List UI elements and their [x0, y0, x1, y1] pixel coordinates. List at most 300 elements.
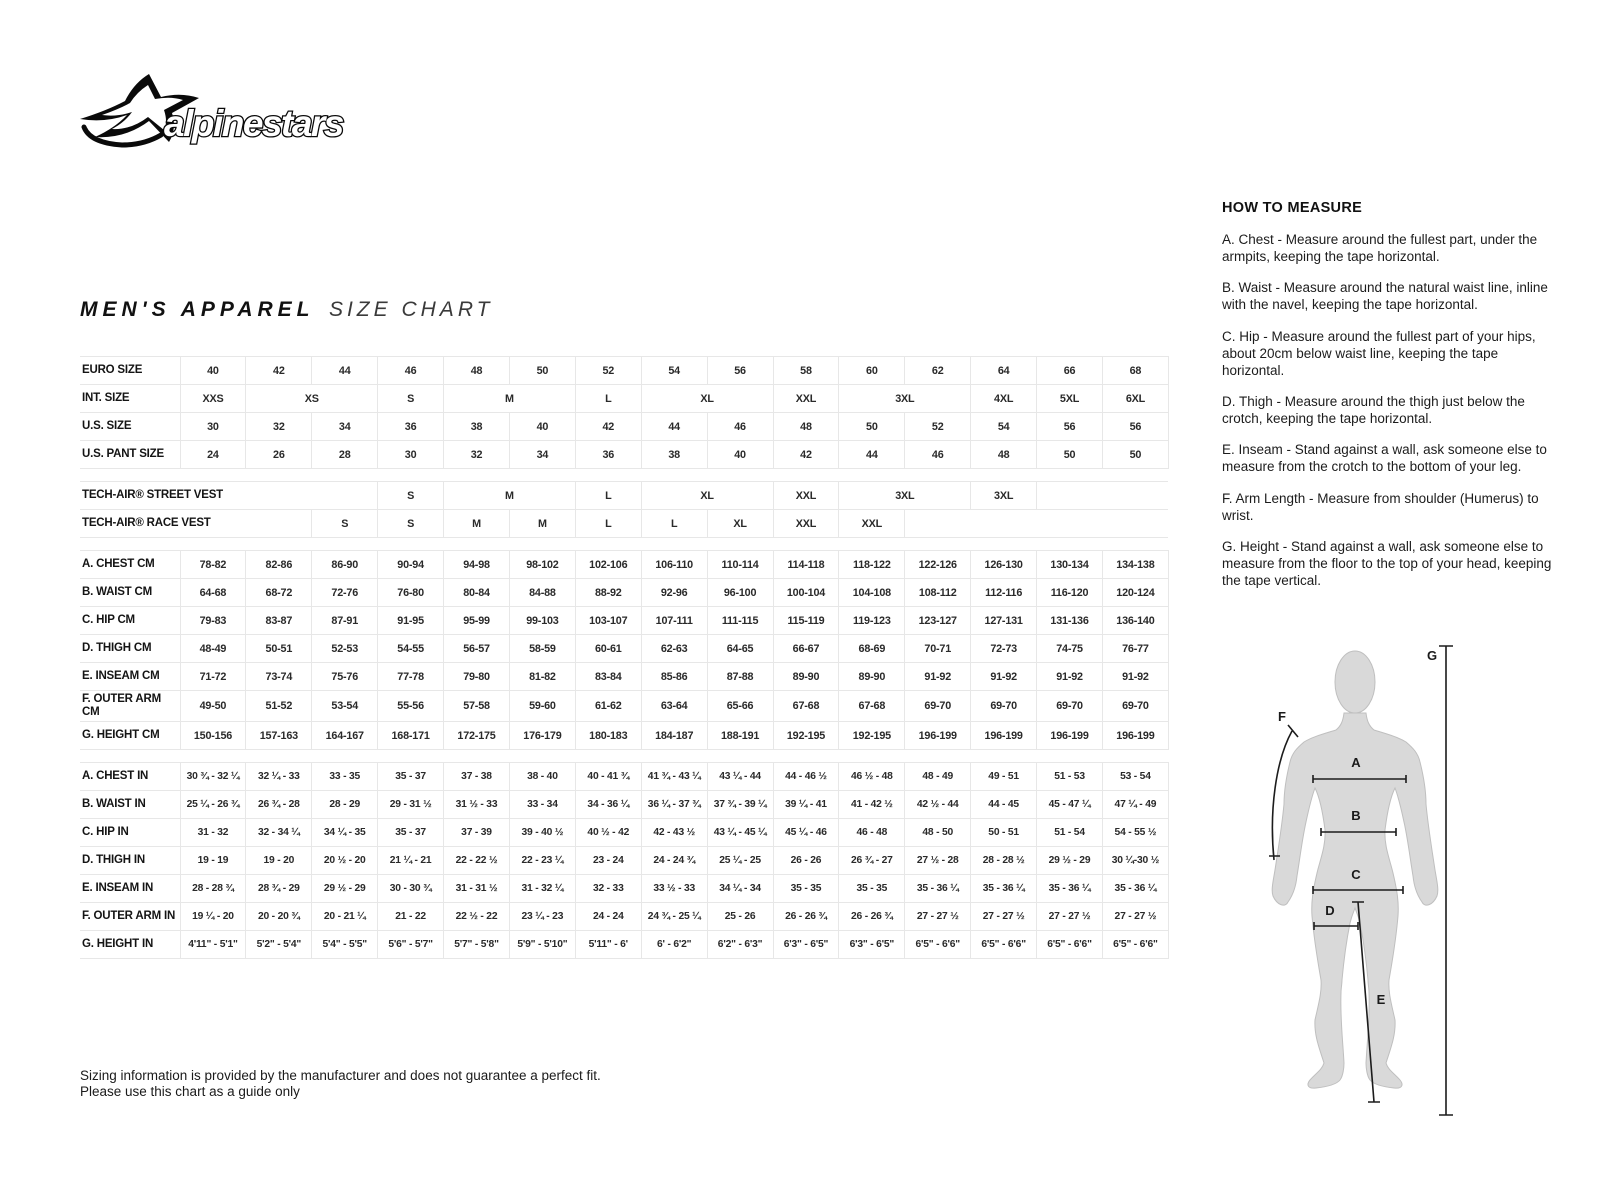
size-cell: 28 - 29 [312, 791, 378, 819]
size-cell: 67-68 [773, 691, 839, 722]
table-row [80, 579, 1168, 607]
table-row [80, 510, 1168, 538]
size-cell: 31 - 32 ¼ [509, 875, 575, 903]
size-cell: 35 - 35 [839, 875, 905, 903]
size-cell: 64-68 [180, 579, 246, 607]
table-row [80, 931, 1168, 959]
figure-label-waist: B [1351, 808, 1361, 823]
size-cell: 87-88 [707, 663, 773, 691]
size-cell: 127-131 [971, 607, 1037, 635]
size-cell: 114-118 [773, 551, 839, 579]
size-cell: 46 [378, 357, 444, 385]
size-cell: 26 ¾ - 27 [839, 847, 905, 875]
size-cell: 43 ¼ - 44 [707, 763, 773, 791]
size-cell: 39 - 40 ½ [509, 819, 575, 847]
size-cell: 33 - 34 [509, 791, 575, 819]
size-cell: 91-92 [1037, 663, 1103, 691]
size-cell: 85-86 [641, 663, 707, 691]
measure-instruction-inseam: E. Inseam - Stand against a wall, ask someone else to measure from the crotch to the bottom of your leg. [1222, 442, 1547, 475]
size-cell: 58-59 [509, 635, 575, 663]
size-cell: 84-88 [509, 579, 575, 607]
size-cell: 36 [378, 413, 444, 441]
size-cell [905, 510, 1169, 538]
size-cell: 3XL [839, 385, 971, 413]
size-cell: 80-84 [444, 579, 510, 607]
size-cell: 35 - 35 [773, 875, 839, 903]
size-cell: 91-95 [378, 607, 444, 635]
size-cell: 38 [444, 413, 510, 441]
size-cell: 184-187 [641, 722, 707, 750]
size-cell: 3XL [839, 482, 971, 510]
size-cell: S [378, 385, 444, 413]
size-cell: 115-119 [773, 607, 839, 635]
size-cell: 48 [773, 413, 839, 441]
size-cell: 31 - 32 [180, 819, 246, 847]
size-cell: 20 - 20 ¾ [246, 903, 312, 931]
page-title-main: MEN'S APPAREL [80, 298, 315, 321]
size-cell: 88-92 [575, 579, 641, 607]
size-cell: 35 - 36 ¼ [1037, 875, 1103, 903]
size-cell: 119-123 [839, 607, 905, 635]
size-cell: 25 - 26 [707, 903, 773, 931]
size-cell: 30 [378, 441, 444, 469]
size-cell: 21 ¼ - 21 [378, 847, 444, 875]
size-cell: 42 [773, 441, 839, 469]
table-group-spacer [80, 469, 1168, 482]
size-cell: 45 ¼ - 46 [773, 819, 839, 847]
disclaimer-line-2: Please use this chart as a guide only [80, 1084, 300, 1100]
size-cell: 136-140 [1102, 607, 1168, 635]
size-cell: 48 - 49 [905, 763, 971, 791]
size-cell: 192-195 [839, 722, 905, 750]
size-cell: 54 - 55 ½ [1102, 819, 1168, 847]
size-cell: 98-102 [509, 551, 575, 579]
size-cell: 82-86 [246, 551, 312, 579]
size-cell: 27 - 27 ½ [1037, 903, 1103, 931]
size-cell: 41 ¾ - 43 ¼ [641, 763, 707, 791]
size-cell: 5'11" - 6' [575, 931, 641, 959]
size-cell: 111-115 [707, 607, 773, 635]
size-table-body [80, 357, 1168, 959]
table-row [80, 663, 1168, 691]
size-cell: 6'5" - 6'6" [1102, 931, 1168, 959]
logo-wordmark: alpinestars [164, 103, 343, 144]
size-cell: 65-66 [707, 691, 773, 722]
table-row [80, 635, 1168, 663]
table-group-spacer [80, 538, 1168, 551]
size-cell: 51-52 [246, 691, 312, 722]
size-cell: 72-76 [312, 579, 378, 607]
size-cell: 40 [509, 413, 575, 441]
size-cell: 20 ½ - 20 [312, 847, 378, 875]
size-cell: L [575, 510, 641, 538]
size-cell: 112-116 [971, 579, 1037, 607]
size-cell: 40 ½ - 42 [575, 819, 641, 847]
size-cell: 38 [641, 441, 707, 469]
size-cell: XL [641, 385, 773, 413]
size-cell: 6' - 6'2" [641, 931, 707, 959]
size-cell: 92-96 [641, 579, 707, 607]
size-cell: 37 - 38 [444, 763, 510, 791]
size-cell: 39 ¼ - 41 [773, 791, 839, 819]
size-cell: 26 [246, 441, 312, 469]
size-cell: 52 [905, 413, 971, 441]
size-cell: 37 - 39 [444, 819, 510, 847]
size-cell: 64 [971, 357, 1037, 385]
figure-label-chest: A [1351, 755, 1361, 770]
size-cell: 56 [1102, 413, 1168, 441]
size-cell: 110-114 [707, 551, 773, 579]
size-cell: 32 ¼ - 33 [246, 763, 312, 791]
size-cell: 35 - 37 [378, 763, 444, 791]
row-label: A. CHEST CM [80, 551, 180, 579]
size-cell: 33 - 35 [312, 763, 378, 791]
size-cell: 25 ¼ - 26 ¾ [180, 791, 246, 819]
size-cell: 45 - 47 ¼ [1037, 791, 1103, 819]
size-cell: 42 [575, 413, 641, 441]
size-cell: L [641, 510, 707, 538]
size-cell: 81-82 [509, 663, 575, 691]
measure-instruction-chest: A. Chest - Measure around the fullest part, under the armpits, keeping the tape horizontal. [1222, 232, 1538, 265]
size-cell: 51 - 53 [1037, 763, 1103, 791]
size-cell: 87-91 [312, 607, 378, 635]
size-cell [1037, 482, 1169, 510]
size-cell: M [444, 482, 576, 510]
size-cell: 67-68 [839, 691, 905, 722]
size-cell: 131-136 [1037, 607, 1103, 635]
size-cell: 73-74 [246, 663, 312, 691]
row-label: E. INSEAM IN [80, 875, 180, 903]
size-cell: 118-122 [839, 551, 905, 579]
size-cell: 50 [1102, 441, 1168, 469]
table-row [80, 357, 1168, 385]
size-cell: 25 ¼ - 25 [707, 847, 773, 875]
size-cell: 35 - 36 ¼ [971, 875, 1037, 903]
size-cell: 68-69 [839, 635, 905, 663]
size-cell: 19 - 19 [180, 847, 246, 875]
size-cell: 164-167 [312, 722, 378, 750]
size-cell: 40 [707, 441, 773, 469]
size-cell: 44 [641, 413, 707, 441]
row-label: G. HEIGHT CM [80, 722, 180, 750]
size-cell: XXS [180, 385, 246, 413]
size-cell: 54 [971, 413, 1037, 441]
size-cell: 91-92 [1102, 663, 1168, 691]
measurement-figure [1228, 618, 1568, 1128]
size-cell: 102-106 [575, 551, 641, 579]
size-cell: 24 [180, 441, 246, 469]
size-cell: 27 ½ - 28 [905, 847, 971, 875]
size-cell: 26 - 26 ¾ [773, 903, 839, 931]
size-cell: 35 - 36 ¼ [1102, 875, 1168, 903]
size-cell: 196-199 [971, 722, 1037, 750]
size-cell: 44 - 45 [971, 791, 1037, 819]
size-cell: 36 ¼ - 37 ¾ [641, 791, 707, 819]
size-cell: 5XL [1037, 385, 1103, 413]
size-cell: 44 [839, 441, 905, 469]
size-cell: 28 - 28 ½ [971, 847, 1037, 875]
row-label: INT. SIZE [80, 385, 180, 413]
size-cell: 28 ¾ - 29 [246, 875, 312, 903]
size-cell: 58 [773, 357, 839, 385]
size-cell: 61-62 [575, 691, 641, 722]
mens-size-table [80, 356, 1169, 959]
size-cell: 196-199 [1102, 722, 1168, 750]
size-cell: 3XL [971, 482, 1037, 510]
size-cell: 120-124 [1102, 579, 1168, 607]
size-cell: 157-163 [246, 722, 312, 750]
measure-instruction-thigh: D. Thigh - Measure around the thigh just below the crotch, keeping the tape horizontal. [1222, 393, 1525, 427]
size-cell: 6XL [1102, 385, 1168, 413]
size-cell: 122-126 [905, 551, 971, 579]
size-cell: 30 ¾ - 32 ¼ [180, 763, 246, 791]
figure-label-hip: C [1351, 867, 1361, 882]
size-cell: XL [707, 510, 773, 538]
size-cell: 95-99 [444, 607, 510, 635]
size-cell: 24 - 24 ¾ [641, 847, 707, 875]
size-cell: 69-70 [905, 691, 971, 722]
size-cell: 5'6" - 5'7" [378, 931, 444, 959]
size-cell: 103-107 [575, 607, 641, 635]
size-cell: 188-191 [707, 722, 773, 750]
size-cell: 27 - 27 ½ [905, 903, 971, 931]
table-row [80, 903, 1168, 931]
size-cell: 34 [312, 413, 378, 441]
size-cell: 24 ¾ - 25 ¼ [641, 903, 707, 931]
size-cell: M [509, 510, 575, 538]
size-cell: 6'2" - 6'3" [707, 931, 773, 959]
size-cell: 66-67 [773, 635, 839, 663]
size-cell: 68 [1102, 357, 1168, 385]
size-cell: 48 [971, 441, 1037, 469]
size-cell: 192-195 [773, 722, 839, 750]
size-cell: 42 ½ - 44 [905, 791, 971, 819]
size-cell: 6'5" - 6'6" [971, 931, 1037, 959]
size-cell: 23 - 24 [575, 847, 641, 875]
size-cell: 51 - 54 [1037, 819, 1103, 847]
size-cell: 50 [1037, 441, 1103, 469]
size-cell: XL [641, 482, 773, 510]
size-cell: 35 - 36 ¼ [905, 875, 971, 903]
size-cell: 56 [707, 357, 773, 385]
size-cell: 75-76 [312, 663, 378, 691]
size-cell: 50 - 51 [971, 819, 1037, 847]
page-title-sub: SIZE CHART [328, 298, 494, 321]
size-cell: 23 ¼ - 23 [509, 903, 575, 931]
size-cell: 5'4" - 5'5" [312, 931, 378, 959]
size-cell: 27 - 27 ½ [971, 903, 1037, 931]
size-cell: 134-138 [1102, 551, 1168, 579]
table-row [80, 691, 1168, 722]
row-label: G. HEIGHT IN [80, 931, 180, 959]
size-cell: 62-63 [641, 635, 707, 663]
size-cell: L [575, 385, 641, 413]
size-cell: 53 - 54 [1102, 763, 1168, 791]
size-cell: 63-64 [641, 691, 707, 722]
size-cell: 48-49 [180, 635, 246, 663]
body-head [1335, 651, 1375, 713]
size-cell: 60-61 [575, 635, 641, 663]
size-cell: 70-71 [905, 635, 971, 663]
size-cell: 5'7" - 5'8" [444, 931, 510, 959]
size-cell: 150-156 [180, 722, 246, 750]
row-label: TECH-AIR® RACE VEST [80, 510, 180, 538]
size-cell: XXL [773, 385, 839, 413]
size-cell: 41 - 42 ½ [839, 791, 905, 819]
size-cell: M [444, 510, 510, 538]
size-cell: 62 [905, 357, 971, 385]
size-cell: 83-84 [575, 663, 641, 691]
size-cell: 32 [246, 413, 312, 441]
size-cell: 22 - 23 ¼ [509, 847, 575, 875]
size-cell: 35 - 37 [378, 819, 444, 847]
size-cell: 78-82 [180, 551, 246, 579]
size-cell: 37 ¾ - 39 ¼ [707, 791, 773, 819]
size-cell: 40 - 41 ¾ [575, 763, 641, 791]
size-cell: 26 - 26 ¾ [839, 903, 905, 931]
size-cell: 64-65 [707, 635, 773, 663]
size-cell: 86-90 [312, 551, 378, 579]
size-cell: 79-80 [444, 663, 510, 691]
measure-instruction-arm: F. Arm Length - Measure from shoulder (Humerus) to wrist. [1222, 490, 1539, 523]
row-label: C. HIP CM [80, 607, 180, 635]
size-cell: 42 [246, 357, 312, 385]
size-cell: 100-104 [773, 579, 839, 607]
table-row [80, 763, 1168, 791]
alpinestars-logo [76, 70, 376, 170]
size-cell: 126-130 [971, 551, 1037, 579]
size-cell: 32 - 33 [575, 875, 641, 903]
size-cell: 4'11" - 5'1" [180, 931, 246, 959]
figure-label-height: G [1426, 648, 1438, 663]
size-cell: 59-60 [509, 691, 575, 722]
size-cell: 53-54 [312, 691, 378, 722]
size-cell: 6'5" - 6'6" [905, 931, 971, 959]
size-cell: 44 - 46 ½ [773, 763, 839, 791]
size-cell: S [312, 510, 378, 538]
size-cell: 107-111 [641, 607, 707, 635]
body-silhouette-diagram [1228, 618, 1568, 1123]
table-row [80, 551, 1168, 579]
size-cell: 29 ½ - 29 [312, 875, 378, 903]
row-label: B. WAIST IN [80, 791, 180, 819]
row-label: F. OUTER ARM CM [80, 691, 180, 722]
size-cell: 60 [839, 357, 905, 385]
size-cell: 106-110 [641, 551, 707, 579]
measure-instruction-height: G. Height - Stand against a wall, ask someone else to measure from the floor to the top of your head, keeping the tape vertical. [1222, 538, 1552, 589]
size-cell: 54-55 [378, 635, 444, 663]
height-measure-line [1439, 646, 1453, 1115]
size-cell: 34 - 36 ¼ [575, 791, 641, 819]
size-cell: 6'3" - 6'5" [773, 931, 839, 959]
size-cell: 28 [312, 441, 378, 469]
size-cell: 19 - 20 [246, 847, 312, 875]
size-cell: 54 [641, 357, 707, 385]
size-cell: 31 - 31 ½ [444, 875, 510, 903]
size-cell: S [378, 510, 444, 538]
measure-instruction-waist: B. Waist - Measure around the natural waist line, inline with the navel, keeping the tape horizontal. [1222, 280, 1548, 313]
table-row [80, 441, 1168, 469]
table-row [80, 875, 1168, 903]
size-cell: 46 [905, 441, 971, 469]
row-label: A. CHEST IN [80, 763, 180, 791]
size-cell: XXL [839, 510, 905, 538]
disclaimer [80, 1068, 601, 1101]
size-cell: 180-183 [575, 722, 641, 750]
size-cell: 91-92 [905, 663, 971, 691]
size-cell: 26 ¾ - 28 [246, 791, 312, 819]
size-cell: 49 - 51 [971, 763, 1037, 791]
size-cell: 76-80 [378, 579, 444, 607]
size-cell: 123-127 [905, 607, 971, 635]
size-cell: 116-120 [1037, 579, 1103, 607]
size-cell: 34 ¼ - 35 [312, 819, 378, 847]
size-cell: 6'3" - 6'5" [839, 931, 905, 959]
size-cell: 172-175 [444, 722, 510, 750]
row-label: D. THIGH CM [80, 635, 180, 663]
size-cell: 30 - 30 ¾ [378, 875, 444, 903]
size-cell: 19 ¼ - 20 [180, 903, 246, 931]
size-cell: 27 - 27 ½ [1102, 903, 1168, 931]
table-row [80, 819, 1168, 847]
size-cell: 168-171 [378, 722, 444, 750]
row-label: U.S. PANT SIZE [80, 441, 180, 469]
row-label: U.S. SIZE [80, 413, 180, 441]
size-cell: 22 ½ - 22 [444, 903, 510, 931]
row-label: B. WAIST CM [80, 579, 180, 607]
how-to-measure-panel [1222, 200, 1556, 603]
size-cell: 56-57 [444, 635, 510, 663]
size-cell: 69-70 [971, 691, 1037, 722]
size-cell: 72-73 [971, 635, 1037, 663]
size-cell: 69-70 [1037, 691, 1103, 722]
figure-label-thigh: D [1325, 903, 1335, 918]
size-cell: 77-78 [378, 663, 444, 691]
size-cell: 48 - 50 [905, 819, 971, 847]
size-cell: 76-77 [1102, 635, 1168, 663]
row-label: EURO SIZE [80, 357, 180, 385]
size-cell: 42 - 43 ½ [641, 819, 707, 847]
size-cell: 22 - 22 ½ [444, 847, 510, 875]
size-cell: 71-72 [180, 663, 246, 691]
size-cell: 56 [1037, 413, 1103, 441]
figure-label-arm: F [1278, 709, 1286, 724]
table-row [80, 385, 1168, 413]
figure-label-inseam: E [1376, 992, 1386, 1007]
size-cell: S [378, 482, 444, 510]
size-cell: 176-179 [509, 722, 575, 750]
size-cell: L [575, 482, 641, 510]
size-cell: 94-98 [444, 551, 510, 579]
size-cell: 79-83 [180, 607, 246, 635]
size-cell: 57-58 [444, 691, 510, 722]
size-cell: 89-90 [773, 663, 839, 691]
size-cell: 74-75 [1037, 635, 1103, 663]
size-cell: M [444, 385, 576, 413]
row-label: E. INSEAM CM [80, 663, 180, 691]
size-cell: 30 ¼-30 ½ [1102, 847, 1168, 875]
size-cell: 20 - 21 ¼ [312, 903, 378, 931]
size-cell: 99-103 [509, 607, 575, 635]
size-cell: 29 ½ - 29 [1037, 847, 1103, 875]
table-row [80, 847, 1168, 875]
size-cell: 47 ¼ - 49 [1102, 791, 1168, 819]
row-label: D. THIGH IN [80, 847, 180, 875]
size-cell: 26 - 26 [773, 847, 839, 875]
how-to-measure-heading: HOW TO MEASURE [1222, 200, 1363, 216]
size-cell: 33 ½ - 33 [641, 875, 707, 903]
alpinestars-star-icon [76, 70, 376, 165]
